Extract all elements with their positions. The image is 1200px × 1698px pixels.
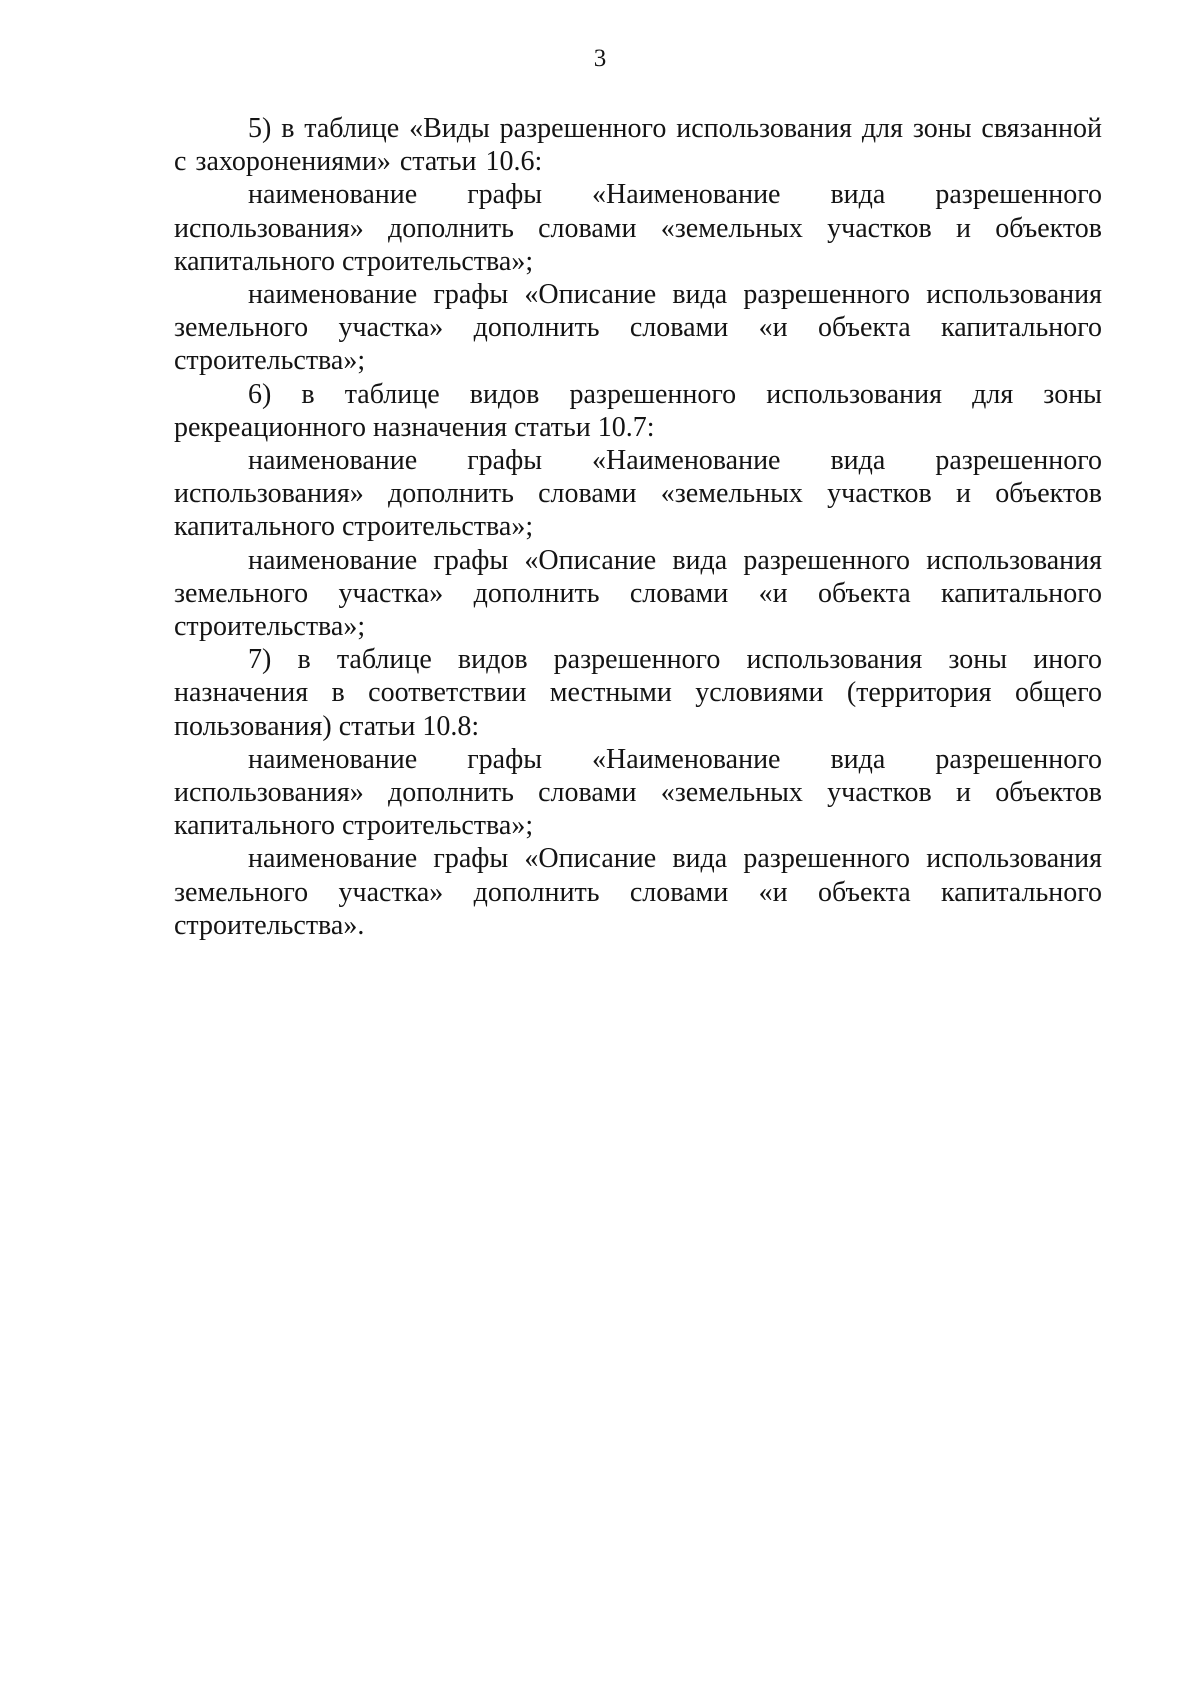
paragraph-item-7-column-name: наименование графы «Наименование вида разрешенного использования» дополнить словами «земельных участков и объектов капитального строительства»; xyxy=(174,743,1102,842)
paragraph-item-6: 6) в таблице видов разрешенного использования для зоны рекреационного назначения статьи 10.7: xyxy=(174,378,1102,443)
document-body xyxy=(174,112,1102,942)
paragraph-item-6-column-name: наименование графы «Наименование вида разрешенного использования» дополнить словами «земельных участков и объектов капитального строительства»; xyxy=(174,445,1102,543)
paragraph-item-7: 7) в таблице видов разрешенного использования зоны иного назначения в соответствии местными условиями (территория общего пользования) статьи 10.8: xyxy=(174,644,1102,742)
paragraph-item-5-column-description: наименование графы «Описание вида разрешенного использования земельного участка» дополнить словами «и объекта капитального строительства»; xyxy=(174,279,1102,377)
paragraph-item-5: 5) в таблице «Виды разрешенного использования для зоны связанной с захоронениями» статьи 10.6: xyxy=(174,113,1102,178)
paragraph-item-6-column-description: наименование графы «Описание вида разрешенного использования земельного участка» дополнить словами «и объекта капитального строительства»; xyxy=(174,544,1102,643)
page-number: 3 xyxy=(593,45,607,72)
paragraph-item-5-column-name: наименование графы «Наименование вида разрешенного использования» дополнить словами «земельных участков и объектов капитального строительства»; xyxy=(174,179,1102,277)
paragraph-item-7-column-description: наименование графы «Описание вида разрешенного использования земельного участка» дополнить словами «и объекта капитального строительства». xyxy=(174,843,1102,941)
